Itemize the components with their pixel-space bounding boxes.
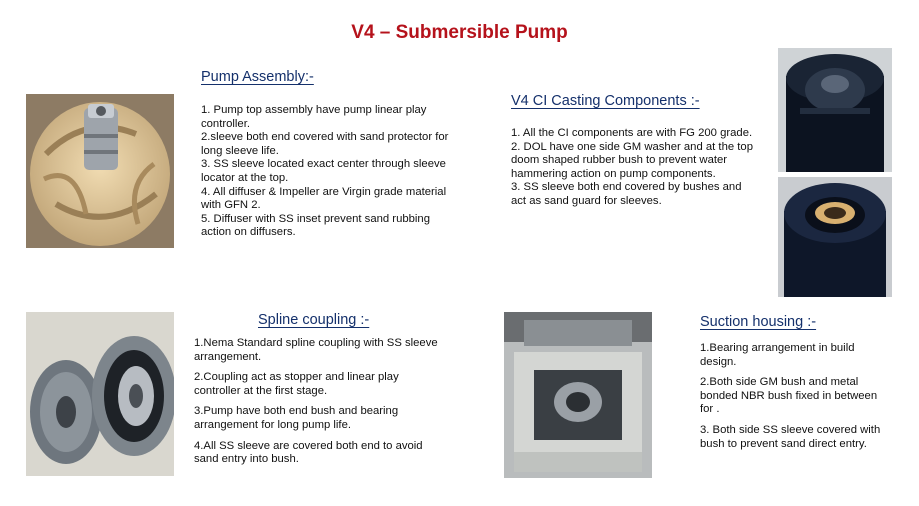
list-item: 3. Both side SS sleeve covered with bush to prevent sand direct entry. — [700, 423, 881, 450]
pump-assembly-photo — [26, 94, 174, 248]
list-item: 1. All the CI components are with FG 200 grade. — [511, 127, 753, 139]
list-item: 1.Bearing arrangement in build design. — [700, 342, 855, 368]
list-item: 2.Both side GM bush and metal bonded NBR bush fixed in between for . — [700, 376, 878, 416]
spline-coupling-photo — [26, 312, 174, 476]
suction-housing-heading: Suction housing :- — [700, 314, 817, 330]
list-item: 2. DOL have one side GM washer and at the top doom shaped rubber bush to prevent water hammering action on pump components. — [511, 140, 753, 180]
ci-casting-top-photo — [778, 48, 892, 172]
spline-coupling-heading: Spline coupling :- — [258, 312, 370, 328]
list-item: 1.Nema Standard spline coupling with SS sleeve arrangement. — [194, 337, 438, 363]
list-item: 3. SS sleeve both end covered by bushes and act as sand guard for sleeves. — [511, 181, 742, 207]
suction-housing-photo — [504, 312, 652, 478]
ci-casting-heading: V4 CI Casting Components :- — [511, 93, 700, 109]
pump-assembly-heading: Pump Assembly:- — [201, 69, 314, 85]
list-item: 4. All diffuser & Impeller are Virgin grade material with GFN 2. — [201, 185, 447, 212]
pump-assembly-list — [201, 104, 461, 240]
list-item: 1. Pump top assembly have pump linear play controller. — [201, 104, 427, 130]
list-item: 2.Coupling act as stopper and linear play controller at the first stage. — [194, 371, 399, 397]
list-item: 5. Diffuser with SS inset prevent sand rubbing action on diffusers. — [201, 212, 430, 239]
list-item: 3.Pump have both end bush and bearing arrangement for long pump life. — [194, 405, 399, 431]
list-item: 2.sleeve both end covered with sand protector for long sleeve life. — [201, 131, 449, 157]
ci-casting-bottom-photo — [778, 177, 892, 297]
spline-coupling-list — [194, 337, 444, 474]
suction-housing-list — [700, 342, 892, 458]
page-title: V4 – Submersible Pump — [351, 22, 568, 43]
ci-casting-list — [511, 127, 756, 209]
list-item: 3. SS sleeve located exact center through sleeve locator at the top. — [201, 158, 446, 184]
list-item: 4.All SS sleeve are covered both end to avoid sand entry into bush. — [194, 439, 423, 466]
